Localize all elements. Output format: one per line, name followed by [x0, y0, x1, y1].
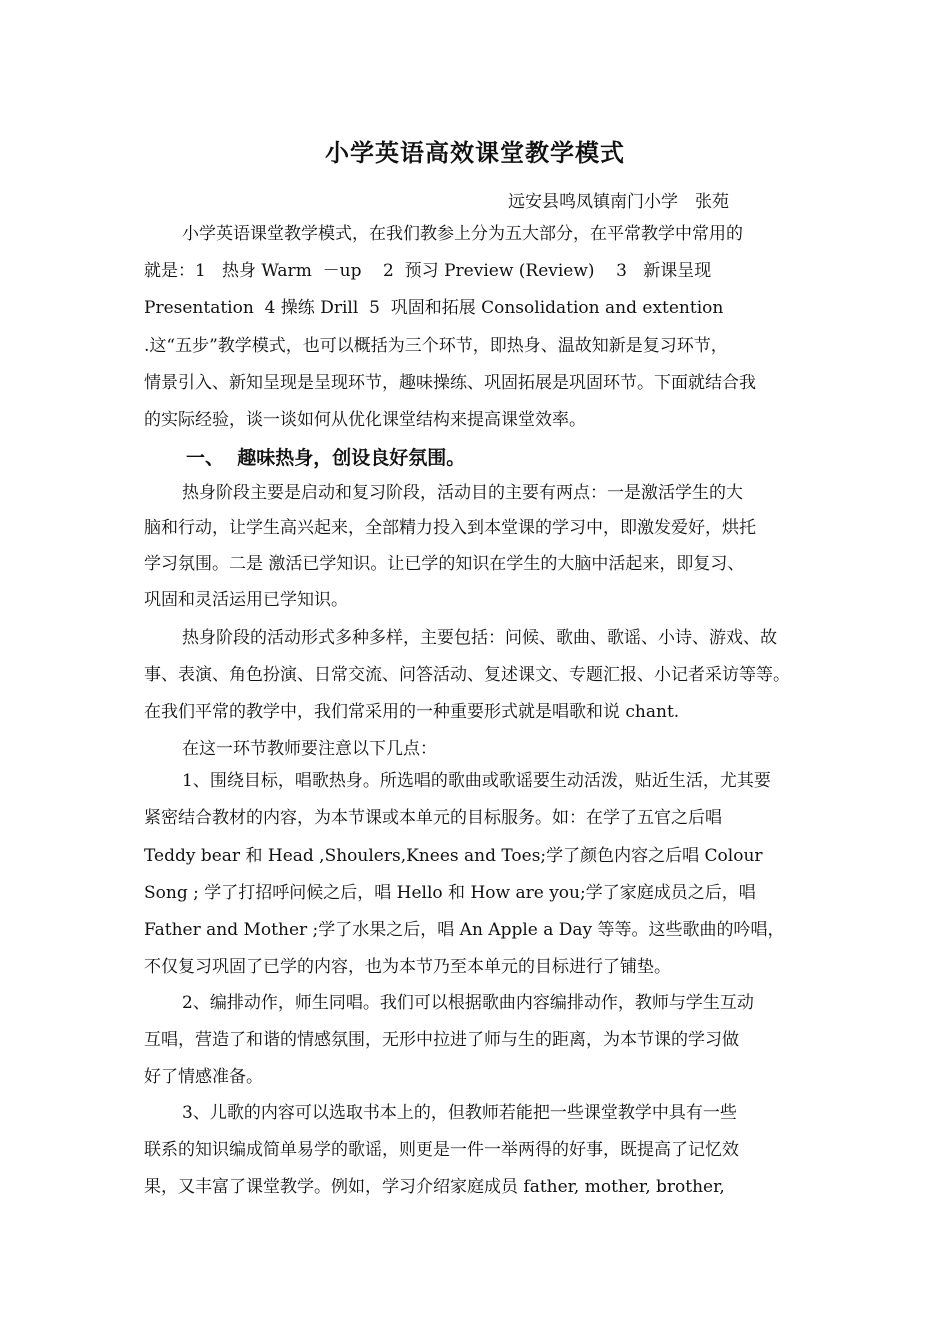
paragraph-line: 果，又丰富了课堂教学。例如，学习介绍家庭成员 father, mother, brother, [144, 1177, 725, 1197]
paragraph-line: 1、围绕目标，唱歌热身。所选唱的歌曲或歌谣要生动活泼，贴近生活，尤其要 [182, 771, 771, 791]
paragraph-line: 巩固和灵活运用已学知识。 [144, 590, 348, 610]
paragraph-line: 在这一环节教师要注意以下几点： [182, 739, 437, 759]
paragraph-line: 好了情感准备。 [144, 1067, 263, 1087]
paragraph-line: Song ; 学了打招呼问候之后，唱 Hello 和 How are you;学了家庭成员之后，唱 [144, 883, 756, 903]
paragraph-line: 的实际经验，谈一谈如何从优化课堂结构来提高课堂效率。 [144, 410, 586, 430]
paragraph-line: 事、表演、角色扮演、日常交流、问答活动、复述课文、专题汇报、小记者采访等等。 [144, 665, 790, 685]
paragraph-line: 脑和行动，让学生高兴起来，全部精力投入到本堂课的学习中，即激发爱好，烘托 [144, 518, 756, 538]
paragraph-line: .这“五步”教学模式，也可以概括为三个环节，即热身、温故知新是复习环节， [144, 336, 728, 356]
author-line: 远安县鸣凤镇南门小学 张苑 [508, 192, 729, 212]
paragraph-line: 就是：1 热身 Warm －up 2 预习 Preview (Review) 3 新课呈现 [144, 261, 712, 281]
paragraph-line: 不仅复习巩固了已学的内容，也为本节乃至本单元的目标进行了铺垫。 [144, 957, 671, 977]
paragraph-line: 在我们平常的教学中，我们常采用的一种重要形式就是唱歌和说 chant. [144, 702, 680, 722]
paragraph-line: 互唱，营造了和谐的情感氛围，无形中拉进了师与生的距离，为本节课的学习做 [144, 1030, 739, 1050]
paragraph-line: Presentation 4 操练 Drill 5 巩固和拓展 Consolidation and extention [144, 298, 724, 318]
paragraph-line: 小学英语课堂教学模式，在我们教参上分为五大部分，在平常教学中常用的 [182, 224, 743, 244]
section-heading: 一、 趣味热身，创设良好氛围。 [186, 447, 466, 469]
paragraph-line: 联系的知识编成简单易学的歌谣，则更是一件一举两得的好事，既提高了记忆效 [144, 1140, 739, 1160]
paragraph-line: 学习氛围。二是 激活已学知识。让已学的知识在学生的大脑中活起来，即复习、 [144, 554, 745, 574]
document-title: 小学英语高效课堂教学模式 [325, 138, 625, 167]
paragraph-line: 紧密结合教材的内容，为本节课或本单元的目标服务。如：在学了五官之后唱 [144, 808, 722, 828]
paragraph-line: 3、儿歌的内容可以选取书本上的，但教师若能把一些课堂教学中具有一些 [182, 1103, 737, 1123]
paragraph-line: 热身阶段主要是启动和复习阶段，活动目的主要有两点：一是激活学生的大 [182, 483, 743, 503]
paragraph-line: 情景引入、新知呈现是呈现环节，趣味操练、巩固拓展是巩固环节。下面就结合我 [144, 373, 756, 393]
paragraph-line: Teddy bear 和 Head ,Shoulers,Knees and Toes;学了颜色内容之后唱 Colour [144, 846, 763, 866]
paragraph-line: 热身阶段的活动形式多种多样，主要包括：问候、歌曲、歌谣、小诗、游戏、故 [182, 628, 777, 648]
paragraph-line: Father and Mother ;学了水果之后，唱 An Apple a Day 等等。这些歌曲的吟唱， [144, 920, 785, 940]
paragraph-line: 2、编排动作，师生同唱。我们可以根据歌曲内容编排动作，教师与学生互动 [182, 993, 754, 1013]
